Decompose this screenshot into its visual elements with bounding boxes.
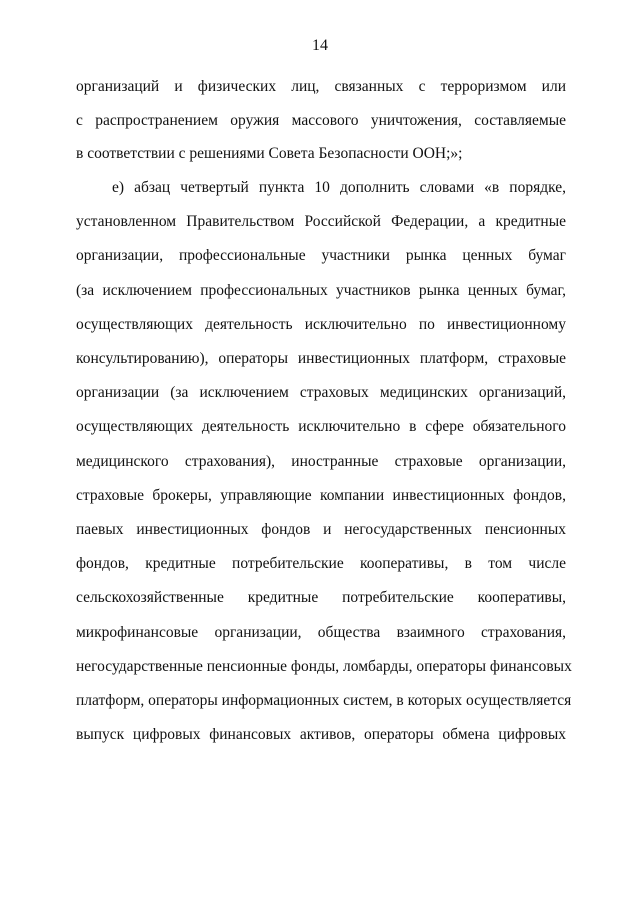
text-line: организации, профессиональные участники рынка ценных бумаг [76, 247, 566, 264]
text-line: выпуск цифровых финансовых активов, операторы обмена цифровых [76, 726, 566, 743]
text-line: негосударственные пенсионные фонды, ломбарды, операторы финансовых [76, 658, 572, 675]
text-line: фондов, кредитные потребительские кооперативы, в том числе [76, 555, 566, 572]
text-line: (за исключением профессиональных участников рынка ценных бумаг, [76, 282, 566, 299]
text-line: осуществляющих деятельность исключительно по инвестиционному [76, 316, 566, 333]
text-line: медицинского страхования), иностранные страховые организации, [76, 453, 566, 470]
text-line: организации (за исключением страховых медицинских организаций, [76, 384, 566, 401]
text-line: консультированию), операторы инвестиционных платформ, страховые [76, 350, 566, 367]
text-line: паевых инвестиционных фондов и негосударственных пенсионных [76, 521, 566, 538]
text-line: страховые брокеры, управляющие компании инвестиционных фондов, [76, 487, 566, 504]
text-line: осуществляющих деятельность исключительно в сфере обязательного [76, 418, 566, 435]
text-line: организаций и физических лиц, связанных с терроризмом или [76, 78, 566, 95]
text-line: установленном Правительством Российской Федерации, а кредитные [76, 213, 566, 230]
text-line: е) абзац четвертый пункта 10 дополнить словами «в порядке, [112, 179, 566, 196]
text-line: микрофинансовые организации, общества взаимного страхования, [76, 624, 566, 641]
text-line: с распространением оружия массового уничтожения, составляемые [76, 112, 566, 129]
page-number: 14 [312, 37, 328, 54]
text-line: в соответствии с решениями Совета Безопасности ООН;»; [76, 145, 463, 162]
text-line: сельскохозяйственные кредитные потребительские кооперативы, [76, 589, 566, 606]
text-line: платформ, операторы информационных систем, в которых осуществляется [76, 692, 572, 709]
